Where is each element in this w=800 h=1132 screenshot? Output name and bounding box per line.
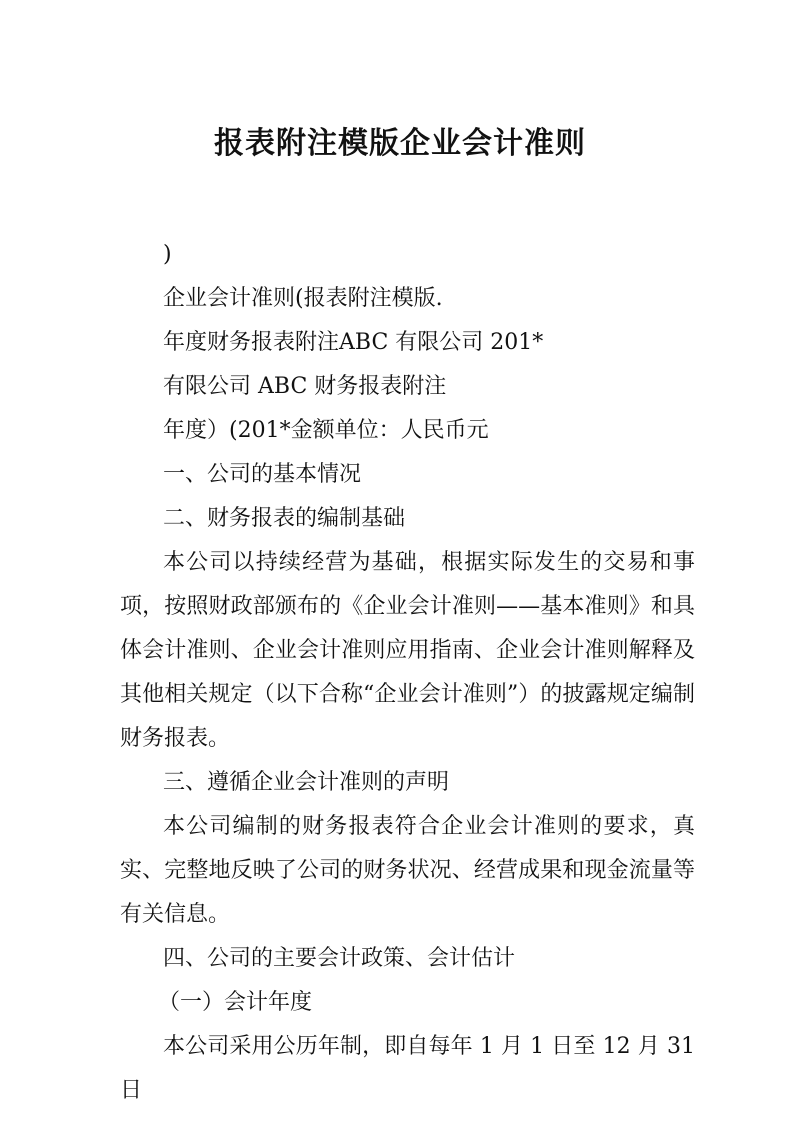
paragraph-preparation-basis: 本公司以持续经营为基础，根据实际发生的交易和事项，按照财政部颁布的《企业会计准则——基本准则》和具体会计准则、企业会计准则应用指南、企业会计准则解释及其他相关规定（以下合称“企业会计准则”）的披露规定编制财务报表。 [120,550,695,751]
section-heading-basic-info: 一、公司的基本情况 [163,462,362,487]
text-line-paren: ) [163,242,172,267]
text-line-currency-unit: 年度）(201*金额单位：人民币元 [163,418,489,443]
paragraph-fiscal-year: 本公司采用公历年制，即自每年 1 月 1 日至 12 月 31 日 [120,1034,695,1103]
document-title: 报表附注模版企业会计准则 [214,126,586,161]
section-heading-compliance: 三、遵循企业会计准则的声明 [163,770,450,795]
section-heading-preparation-basis: 二、财务报表的编制基础 [163,506,406,531]
section-heading-accounting-policies: 四、公司的主要会计政策、会计估计 [163,946,516,971]
text-line-annual-notes: 年度财务报表附注ABC 有限公司 201* [163,330,544,355]
document-body [120,233,695,1113]
subsection-heading-fiscal-year: （一）会计年度 [158,990,313,1015]
paragraph-compliance: 本公司编制的财务报表符合企业会计准则的要求，真实、完整地反映了公司的财务状况、经营成果和现金流量等有关信息。 [120,814,695,927]
text-line-company-notes: 有限公司 ABC 财务报表附注 [163,374,447,399]
text-line-standard: 企业会计准则(报表附注模版. [163,286,443,311]
